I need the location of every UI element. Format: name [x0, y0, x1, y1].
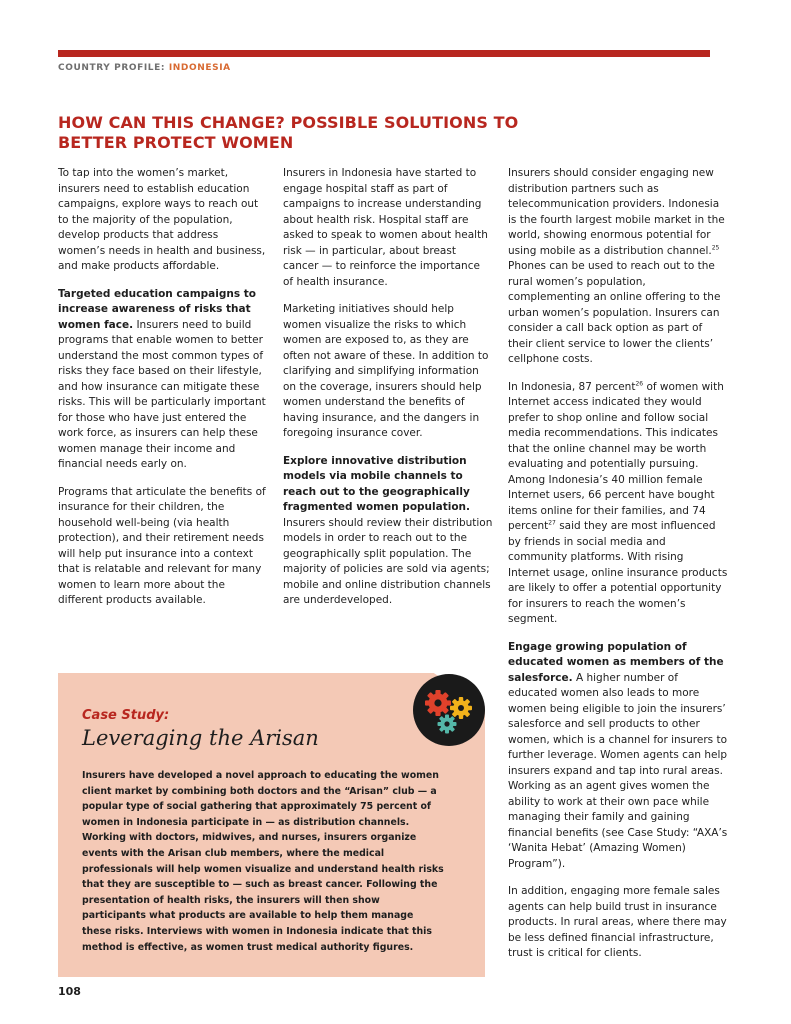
paragraph: Programs that articulate the benefits of insurance for their children, the household well-being (via health protection), and their retirement needs will help put insurance into a context that is relatable and relevant for many women to learn more about the different products available. — [58, 485, 266, 606]
paragraph: Insurers in Indonesia have started to engage hospital staff as part of campaigns to increase understanding about health risk. Hospital staff are asked to speak to women about health risk — in particular, about breast cancer — to reinforce the importance of health insurance. — [283, 167, 488, 288]
page-number: 108 — [58, 985, 81, 998]
country-name: INDONESIA — [168, 63, 231, 73]
paragraph-heading: Targeted education campaigns to increase awareness of risks that women face. — [58, 287, 256, 331]
paragraph: Targeted education campaigns to increase awareness of risks that women face. Insurers need to build programs that enable women to better understand the most common types of risks they face based on their lifestyle, and how insurance can mitigate these risks. This will be particularly important for those who have just entered the work force, as insurers can help these women manage their income and financial needs early on. — [58, 287, 266, 470]
footnote-ref: 25 — [711, 244, 720, 251]
gears-icon — [413, 674, 485, 746]
country-profile-label: COUNTRY PROFILE: INDONESIA — [58, 63, 231, 73]
paragraph: Marketing initiatives should help women visualize the risks to which women are exposed to, as they are often not aware of these. In addition to clarifying and simplifying information on the coverage, insurers should help women understand the benefits of having insurance, and the dangers in foregoing insurance cover. — [283, 303, 489, 439]
paragraph-heading: Engage growing population of educated women as members of the salesforce. — [508, 640, 724, 684]
column-3 — [508, 166, 728, 974]
section-title: HOW CAN THIS CHANGE? POSSIBLE SOLUTIONS TO BETTER PROTECT WOMEN — [58, 113, 519, 152]
column-1 — [58, 166, 268, 621]
header-rule — [58, 50, 710, 57]
case-study-body: Insurers have developed a novel approach to educating the women client market by combining both doctors and the “Arisan” club — a popular type of social gathering that approximately 75 percent of women in Indonesia participate in — as distribution channels. Working with doctors, midwives, and nurses, insurers organize events with the Arisan club members, where the medical professionals will help women visualize and understand health risks that they are susceptible to — such as breast cancer. Following the presentation of health risks, the insurers will then show participants what products are available to help them manage these risks. Interviews with women in Indonesia indicate that this method is effective, as women trust medical authority figures. — [82, 770, 444, 953]
column-2 — [283, 166, 493, 621]
paragraph-heading: Explore innovative distribution models via mobile channels to reach out to the geographically fragmented women population. — [283, 454, 471, 513]
paragraph: In Indonesia, 87 percent$^{26}$ of women with Internet access indicated they would prefer to shop online and follow social media recommendations. This indicates that the online channel may be worth evaluating and potentially pursuing. Among Indonesia’s 40 million female Internet users, 66 percent have bought items online for their families, and 74 percent$^{27}$ said they are most influenced by friends in social media and community platforms. With rising Internet usage, online insurance products are likely to offer a potential opportunity for insurers to reach the women’s segment. — [508, 380, 728, 625]
footnote-ref: 26 — [635, 380, 644, 387]
paragraph: Engage growing population of educated women as members of the salesforce. A higher number of educated women also leads to more women being eligible to join the insurers’ salesforce and sell products to other women, which is a channel for insurers to further leverage. Women agents can help insurers expand and tap into rural areas. Working as an agent gives women the ability to work at their own pace while managing their family and gaining financial benefits (see Case Study: “AXA’s ‘Wanita Hebat’ (Amazing Women) Program”). — [508, 640, 728, 870]
paragraph: In addition, engaging more female sales agents can help build trust in insurance products. In rural areas, where there may be less defined financial infrastructure, trust is critical for clients. — [508, 885, 727, 959]
footnote-ref: 27 — [548, 519, 556, 527]
paragraph: Insurers should consider engaging new distribution partners such as telecommunication providers. Indonesia is the fourth largest mobile market in the world, showing enormous potential for using mobile as a distribution channel.$^{25}$ Phones can be used to reach out to the rural women’s population, complementing an online offering to the urban women’s population. Insurers can consider a call back option as part of their client service to lower the clients’ cellphone costs. — [508, 167, 725, 365]
case-study-label: Case Study: — [82, 708, 170, 723]
case-study-title: Leveraging the Arisan — [82, 726, 319, 750]
paragraph: Explore innovative distribution models via mobile channels to reach out to the geographically fragmented women population. Insurers should review their distribution models in order to reach out to the geographically split population. The majority of policies are sold via agents; mobile and online distribution channels are underdeveloped. — [283, 454, 493, 606]
paragraph: To tap into the women’s market, insurers need to establish education campaigns, explore ways to reach out to the majority of the population, develop products that address women’s needs in health and business, and make products affordable. — [58, 167, 266, 272]
